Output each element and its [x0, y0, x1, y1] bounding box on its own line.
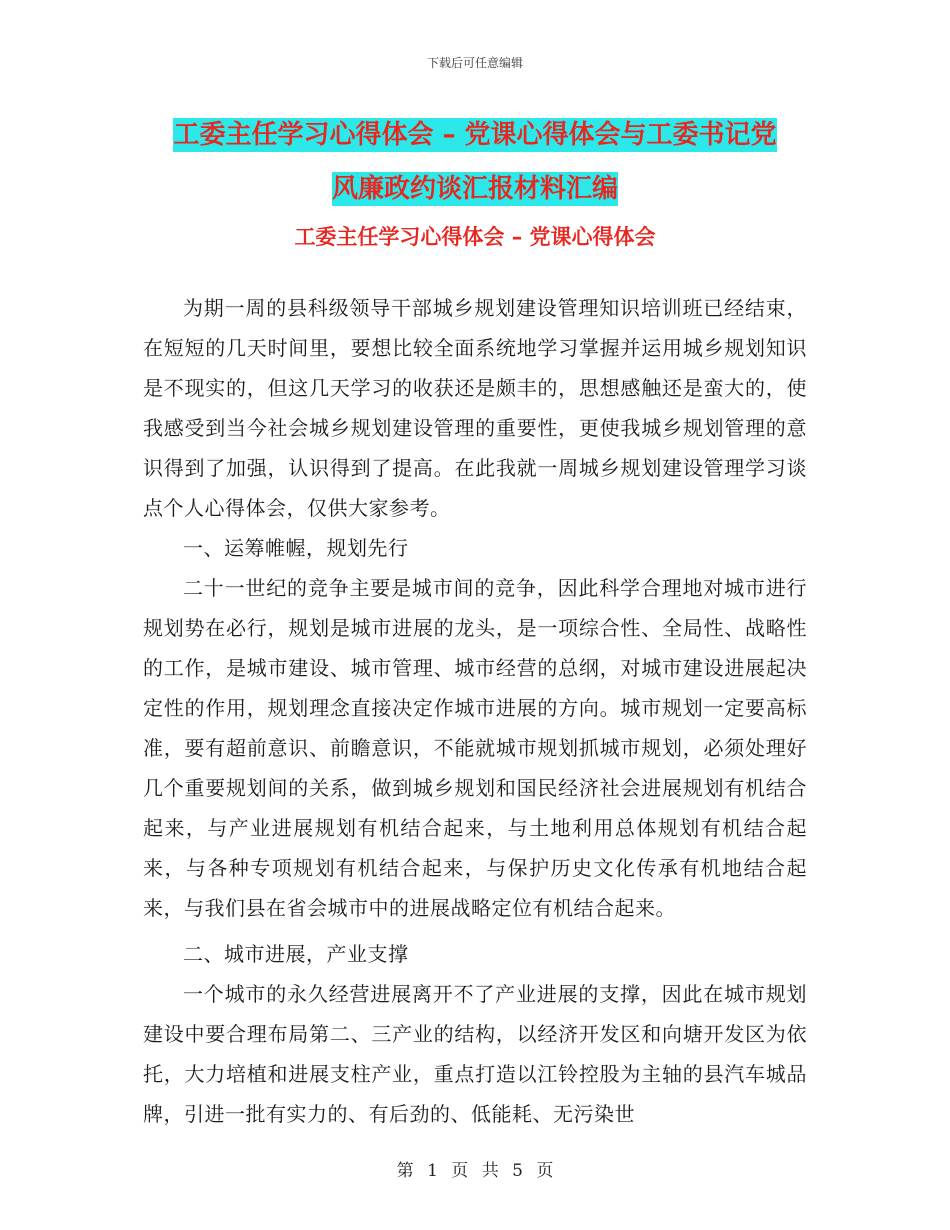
document-body [143, 288, 807, 1134]
paragraph: 二十一世纪的竞争主要是城市间的竞争，因此科学合理地对城市进行规划势在必行，规划是城市进展的龙头，是一项综合性、全局性、战略性的工作，是城市建设、城市管理、城市经营的总纲，对城市建设进展起决定性的作用，规划理念直接决定作城市进展的方向。城市规划一定要高标准，要有超前意识、前瞻意识，不能就城市规划抓城市规划，必须处理好几个重要规划间的关系，做到城乡规划和国民经济社会进展规划有机结合起来，与产业进展规划有机结合起来，与土地利用总体规划有机结合起来，与各种专项规划有机结合起来，与保护历史文化传承有机地结合起来，与我们县在省会城市中的进展战略定位有机结合起来。 [143, 576, 807, 920]
paragraph: 一个城市的永久经营进展离开不了产业进展的支撑，因此在城市规划建设中要合理布局第二、三产业的结构，以经济开发区和向塘开发区为依托，大力培植和进展支柱产业，重点打造以江铃控股为主轴的县汽车城品牌，引进一批有实力的、有后劲的、低能耗、无污染世 [143, 982, 807, 1126]
document-title [0, 108, 950, 216]
document-title-line-2: 风廉政约谈汇报材料汇编 [331, 174, 618, 204]
heading-paragraph: 二、城市进展，产业支撑 [183, 942, 409, 966]
header-note: 下载后可任意编辑 [426, 56, 523, 70]
section-title: 工委主任学习心得体会 – 党课心得体会 [294, 225, 656, 249]
page-footer: 第 1 页 共 5 页 [396, 1161, 554, 1181]
paragraph: 为期一周的县科级领导干部城乡规划建设管理知识培训班已经结束，在短短的几天时间里，要想比较全面系统地学习掌握并运用城乡规划知识是不现实的，但这几天学习的收获还是颇丰的，思想感触还是蛮大的，使我感受到当今社会城乡规划建设管理的重要性，更使我城乡规划管理的意识得到了加强，认识得到了提高。在此我就一周城乡规划建设管理学习谈点个人心得体会，仅供大家参考。 [143, 296, 807, 520]
heading-paragraph: 一、运筹帷幄，规划先行 [183, 536, 409, 560]
document-title-line-1: 工委主任学习心得体会 – 党课心得体会与工委书记党 [173, 120, 777, 150]
